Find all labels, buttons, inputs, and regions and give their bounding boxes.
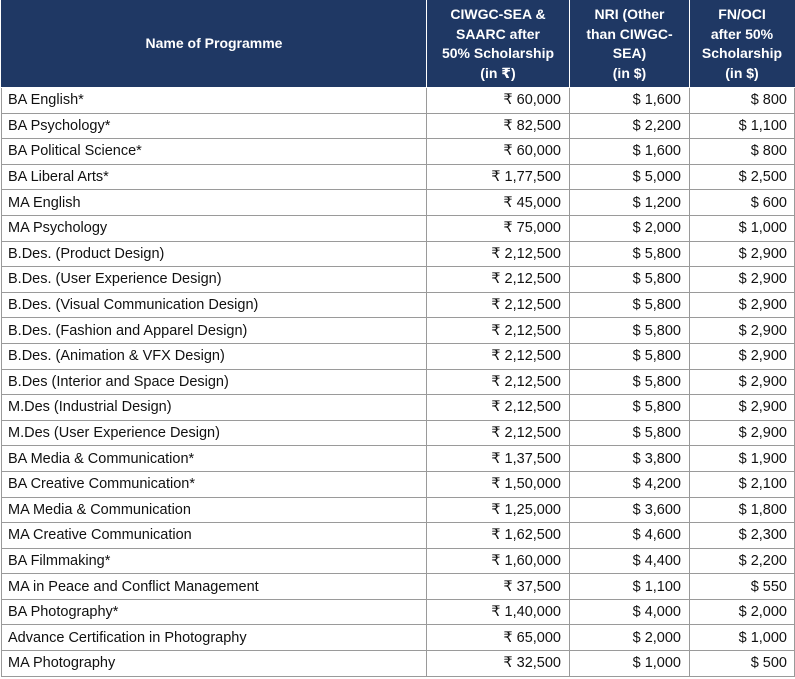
ciwgc-fee: ₹ 45,000 [427,190,570,216]
fn-oci-fee: $ 2,900 [690,292,795,318]
nri-fee: $ 5,800 [570,369,690,395]
programme-name: BA Media & Communication* [2,446,427,472]
ciwgc-fee: ₹ 1,62,500 [427,523,570,549]
ciwgc-fee: ₹ 32,500 [427,651,570,677]
fn-oci-fee: $ 1,100 [690,113,795,139]
nri-fee: $ 5,000 [570,164,690,190]
programme-name: MA Psychology [2,215,427,241]
programme-name: Advance Certification in Photography [2,625,427,651]
fn-oci-fee: $ 1,000 [690,215,795,241]
table-row [2,241,795,267]
nri-fee: $ 5,800 [570,241,690,267]
programme-name: BA Creative Communication* [2,471,427,497]
fn-oci-fee: $ 1,800 [690,497,795,523]
programme-name: B.Des. (Fashion and Apparel Design) [2,318,427,344]
ciwgc-fee: ₹ 1,77,500 [427,164,570,190]
ciwgc-fee: ₹ 2,12,500 [427,369,570,395]
fn-oci-fee: $ 2,900 [690,241,795,267]
ciwgc-fee: ₹ 1,60,000 [427,548,570,574]
header-fn-line: (in $) [725,64,759,81]
nri-fee: $ 1,600 [570,88,690,114]
programme-name: B.Des (Interior and Space Design) [2,369,427,395]
programme-name: BA Psychology* [2,113,427,139]
fn-oci-fee: $ 2,900 [690,267,795,293]
fn-oci-fee: $ 500 [690,651,795,677]
table-row [2,113,795,139]
table-row [2,574,795,600]
table-row [2,267,795,293]
ciwgc-fee: ₹ 2,12,500 [427,395,570,421]
nri-fee: $ 5,800 [570,267,690,293]
nri-fee: $ 5,800 [570,343,690,369]
ciwgc-fee: ₹ 2,12,500 [427,241,570,267]
nri-fee: $ 3,800 [570,446,690,472]
nri-fee: $ 1,000 [570,651,690,677]
fn-oci-fee: $ 2,100 [690,471,795,497]
programme-name: BA English* [2,88,427,114]
table-row [2,497,795,523]
nri-fee: $ 1,100 [570,574,690,600]
header-nri [570,1,690,88]
nri-fee: $ 1,600 [570,139,690,165]
header-fn-line: FN/OCI [718,6,766,22]
nri-fee: $ 5,800 [570,420,690,446]
header-ciwgc-sea-saarc [427,1,570,88]
ciwgc-fee: ₹ 2,12,500 [427,420,570,446]
fn-oci-fee: $ 800 [690,88,795,114]
ciwgc-fee: ₹ 2,12,500 [427,292,570,318]
fn-oci-fee: $ 2,200 [690,548,795,574]
programme-name: M.Des (User Experience Design) [2,420,427,446]
programme-name: MA Photography [2,651,427,677]
fee-table-body [2,88,795,677]
nri-fee: $ 5,800 [570,318,690,344]
nri-fee: $ 4,600 [570,523,690,549]
table-row [2,88,795,114]
programme-name: BA Liberal Arts* [2,164,427,190]
nri-fee: $ 2,000 [570,625,690,651]
programme-name: MA English [2,190,427,216]
programme-name: MA in Peace and Conflict Management [2,574,427,600]
header-ciwgc-line: 50% Scholarship [441,45,555,61]
fn-oci-fee: $ 600 [690,190,795,216]
header-programme-label: Name of Programme [145,35,283,52]
fn-oci-fee: $ 2,900 [690,318,795,344]
table-row [2,420,795,446]
table-row [2,395,795,421]
programme-name: MA Creative Communication [2,523,427,549]
ciwgc-fee: ₹ 1,37,500 [427,446,570,472]
fn-oci-fee: $ 2,000 [690,599,795,625]
header-ciwgc-line: (in ₹) [480,64,516,81]
ciwgc-fee: ₹ 2,12,500 [427,267,570,293]
programme-name: B.Des. (Product Design) [2,241,427,267]
ciwgc-fee: ₹ 37,500 [427,574,570,600]
fn-oci-fee: $ 550 [690,574,795,600]
table-row [2,215,795,241]
nri-fee: $ 4,400 [570,548,690,574]
programme-name: B.Des. (Visual Communication Design) [2,292,427,318]
fn-oci-fee: $ 800 [690,139,795,165]
table-row [2,599,795,625]
header-fn-line: after 50% [710,25,774,42]
fn-oci-fee: $ 1,900 [690,446,795,472]
ciwgc-fee: ₹ 1,50,000 [427,471,570,497]
ciwgc-fee: ₹ 65,000 [427,625,570,651]
fn-oci-fee: $ 2,900 [690,369,795,395]
fee-table-header [2,1,795,88]
ciwgc-fee: ₹ 2,12,500 [427,318,570,344]
table-row [2,548,795,574]
table-row [2,139,795,165]
ciwgc-fee: ₹ 60,000 [427,139,570,165]
header-nri-line: SEA) [612,45,647,61]
table-row [2,190,795,216]
header-row [2,1,795,88]
header-nri-line: NRI (Other [594,6,665,22]
nri-fee: $ 3,600 [570,497,690,523]
header-fn-oci [690,1,795,88]
ciwgc-fee: ₹ 1,25,000 [427,497,570,523]
table-row [2,471,795,497]
nri-fee: $ 5,800 [570,395,690,421]
header-fn-line: Scholarship [701,45,783,61]
nri-fee: $ 2,000 [570,215,690,241]
nri-fee: $ 1,200 [570,190,690,216]
programme-name: BA Political Science* [2,139,427,165]
table-row [2,164,795,190]
table-row [2,369,795,395]
fn-oci-fee: $ 2,900 [690,420,795,446]
ciwgc-fee: ₹ 82,500 [427,113,570,139]
fn-oci-fee: $ 2,900 [690,395,795,421]
ciwgc-fee: ₹ 1,40,000 [427,599,570,625]
nri-fee: $ 5,800 [570,292,690,318]
programme-name: BA Photography* [2,599,427,625]
programme-name: BA Filmmaking* [2,548,427,574]
header-ciwgc-line: SAARC after [455,25,540,42]
ciwgc-fee: ₹ 75,000 [427,215,570,241]
programme-name: MA Media & Communication [2,497,427,523]
header-ciwgc-line: CIWGC-SEA & [450,6,546,22]
nri-fee: $ 4,000 [570,599,690,625]
table-row [2,651,795,677]
ciwgc-fee: ₹ 2,12,500 [427,343,570,369]
table-row [2,292,795,318]
header-programme [2,1,427,88]
table-row [2,523,795,549]
table-row [2,625,795,651]
table-row [2,343,795,369]
table-row [2,446,795,472]
nri-fee: $ 4,200 [570,471,690,497]
header-nri-line: than CIWGC- [586,25,673,42]
programme-name: B.Des. (Animation & VFX Design) [2,343,427,369]
fn-oci-fee: $ 2,300 [690,523,795,549]
nri-fee: $ 2,200 [570,113,690,139]
programme-name: B.Des. (User Experience Design) [2,267,427,293]
table-row [2,318,795,344]
ciwgc-fee: ₹ 60,000 [427,88,570,114]
fn-oci-fee: $ 1,000 [690,625,795,651]
header-nri-line: (in $) [612,64,647,81]
fn-oci-fee: $ 2,500 [690,164,795,190]
programme-name: M.Des (Industrial Design) [2,395,427,421]
fee-table [1,0,795,677]
fn-oci-fee: $ 2,900 [690,343,795,369]
